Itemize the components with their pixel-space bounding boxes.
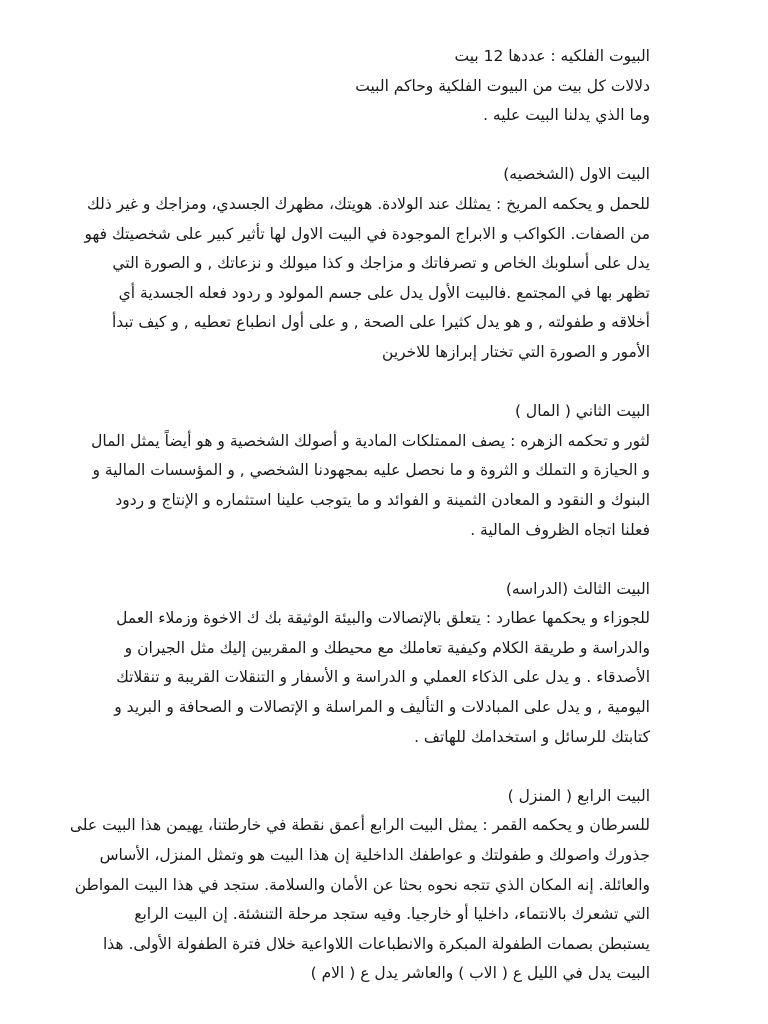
body-line: الأصدقاء . و يدل على الذكاء العملي و الدراسة و الأسفار و التنقلات القريبة و تنقلاتك — [116, 668, 650, 687]
body-line: كتابتك للرسائل و استخدامك للهاتف . — [414, 727, 650, 746]
document-page — [40, 42, 650, 989]
body-line: والعائلة. إنه المكان الذي تتجه نحوه بحثا عن الأمان والسلامة. ستجد في هذا البيت المواطن — [74, 875, 650, 894]
body-line: يستبطن بصمات الطفولة المبكرة والانطباعات اللاواعية خلال فترة الطفولة الأولى. هذا — [102, 934, 650, 953]
paragraph-gap — [40, 131, 650, 161]
body-line: لثور و تحكمه الزهره : يصف الممتلكات المادية و أصولك الشخصية و هو أيضاً يمثل المال — [91, 431, 650, 450]
body-line: والدراسة و طريقة الكلام وكيفية تعاملك مع محيطك و المقربين إليك مثل الجيران و — [124, 638, 650, 657]
body-line: اليومية , و يدل على المبادلات و التأليف و المراسلة و الإتصالات و الصحافة و البريد و — [114, 698, 650, 717]
paragraph-gap — [40, 368, 650, 398]
intro-line: وما الذي يدلنا البيت عليه . — [483, 106, 650, 125]
section-heading-house-2: البيت الثاني ( المال ) — [514, 402, 650, 421]
body-line: يدل على أسلوبك الخاص و تصرفاتك و مزاجك و كذا ميولك و نزعاتك , و الصورة التي — [112, 254, 650, 273]
intro-line: دلالات كل بيت من البيوت الفلكية وحاكم البيت — [355, 76, 650, 95]
body-line: الأمور و الصورة التي تختار إبرازها للاخرين — [382, 342, 650, 361]
body-line: للسرطان و يحكمه القمر : يمثل البيت الرابع أعمق نقطة في خارطتنا، يهيمن هذا البيت على — [69, 816, 650, 835]
section-heading-house-4: البيت الرابع ( المنزل ) — [507, 786, 650, 805]
section-heading-house-3: البيت الثالث (الدراسه) — [505, 579, 650, 598]
body-line: فعلنا اتجاه الظروف المالية . — [470, 520, 650, 539]
paragraph-gap — [40, 752, 650, 782]
paragraph-gap — [40, 545, 650, 575]
body-line: التي تشعرك بالانتماء، داخليا أو خارجيا. وفيه ستجد مرحلة التنشئة. إن البيت الرابع — [134, 905, 650, 924]
body-line: للحمل و يحكمه المريخ : يمثلك عند الولادة. هويتك، مظهرك الجسدي، ومزاجك و غير ذلك — [87, 194, 650, 213]
section-heading-house-1: البيت الاول (الشخصيه) — [503, 165, 650, 184]
body-line: البيت يدل في الليل ع ( الاب ) والعاشر يدل ع ( الام ) — [310, 964, 650, 983]
body-line: من الصفات. الكواكب و الابراج الموجودة في البيت الاول لها تأثير كبير على شخصيتك فهو — [84, 224, 650, 243]
body-line: البنوك و النقود و المعادن الثمينة و الفوائد و ما يتوجب علينا استثماره و الإنتاج و ردود — [115, 490, 650, 509]
body-line: للجوزاء و يحكمها عطارد : يتعلق بالإتصالات والبيئة الوثيقة بك ك الاخوة وزملاء العمل — [116, 609, 650, 628]
body-line: جذورك واصولك و طفولتك و عواطفك الداخلية إن هذا البيت هو وتمثل المنزل، الأساس — [99, 846, 650, 865]
intro-line: البيوت الفلكيه : عددها 12 بيت — [454, 47, 650, 65]
body-line: أخلاقه و طفولته , و هو يدل كثيرا على الصحة , و على أول انطباع تعطيه , و كيف تبدأ — [111, 313, 650, 332]
body-line: تظهر بها في المجتمع .فالبيت الأول يدل على جسم المولود و ردود فعله الجسدية أي — [118, 283, 650, 302]
body-line: و الحيازة و التملك و الثروة و ما نحصل عليه بمجهودنا الشخصي , و المؤسسات المالية و — [92, 461, 650, 480]
